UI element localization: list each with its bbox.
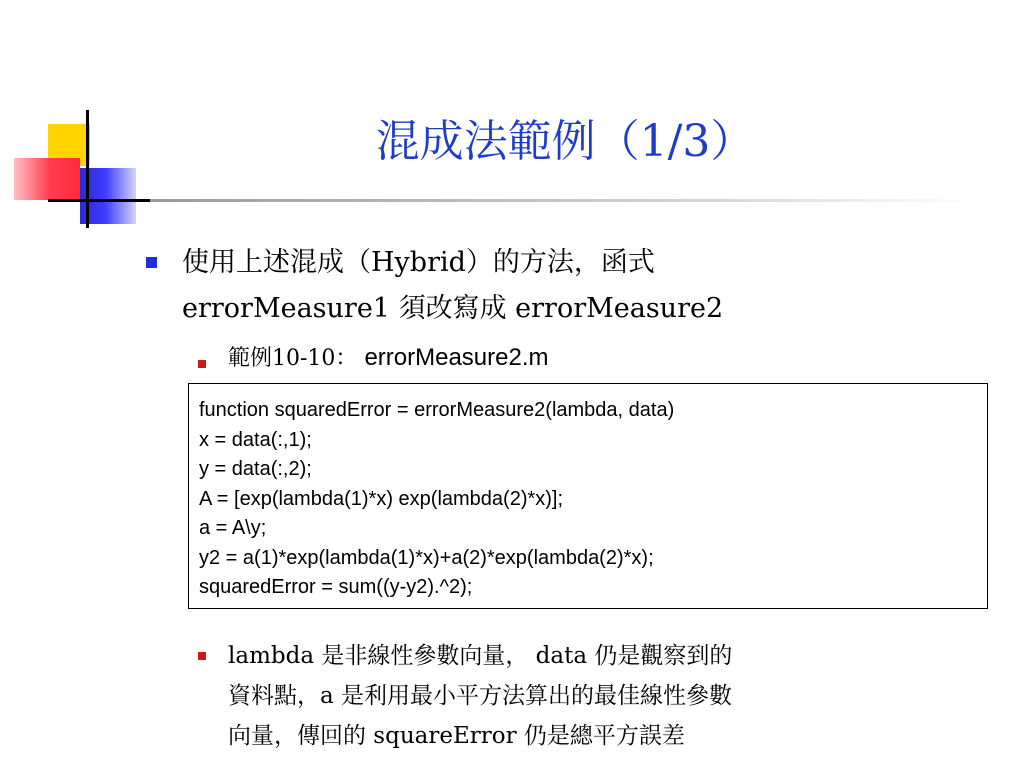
bullet-main-line2: errorMeasure1 須改寫成 errorMeasure2 — [182, 293, 724, 324]
explanation-line2: 資料點，a 是利用最小平方法算出的最佳線性參數 — [228, 683, 733, 709]
explanation-line1: lambda 是非線性參數向量， data 仍是觀察到的 — [228, 643, 733, 669]
title-underline — [150, 199, 980, 202]
sub-bullet-square-icon — [198, 652, 206, 660]
bullet-main-text — [182, 240, 723, 332]
bullet-square-icon — [146, 257, 157, 268]
code-line: squaredError = sum((y-y2).^2); — [199, 576, 473, 598]
slide-title: 混成法範例（1/3） — [375, 116, 755, 167]
sub-bullet-square-icon — [198, 360, 206, 368]
sub-bullet-example — [228, 340, 549, 377]
code-line: y = data(:,2); — [199, 458, 312, 480]
code-line: A = [exp(lambda(1)*x) exp(lambda(2)*x)]; — [199, 487, 564, 510]
code-block — [188, 383, 988, 609]
bullet-main-line1: 使用上述混成（Hybrid）的方法，函式 — [182, 247, 655, 278]
example-label: 範例10-10： — [228, 346, 358, 371]
code-line: y2 = a(1)*exp(lambda(1)*x)+a(2)*exp(lambda(2)*x); — [199, 546, 654, 569]
logo-vertical-line — [86, 110, 89, 228]
logo-horizontal-line — [48, 199, 158, 202]
example-filename: errorMeasure2.m — [364, 344, 549, 371]
code-line: a = A\y; — [199, 517, 267, 539]
explanation-line3: 向量，傳回的 squareError 仍是總平方誤差 — [228, 723, 685, 749]
sub-bullet-explanation — [228, 636, 732, 756]
code-line: x = data(:,1); — [199, 428, 312, 451]
code-line: function squaredError = errorMeasure2(lambda, data) — [199, 399, 675, 421]
logo-red-square — [14, 158, 80, 200]
